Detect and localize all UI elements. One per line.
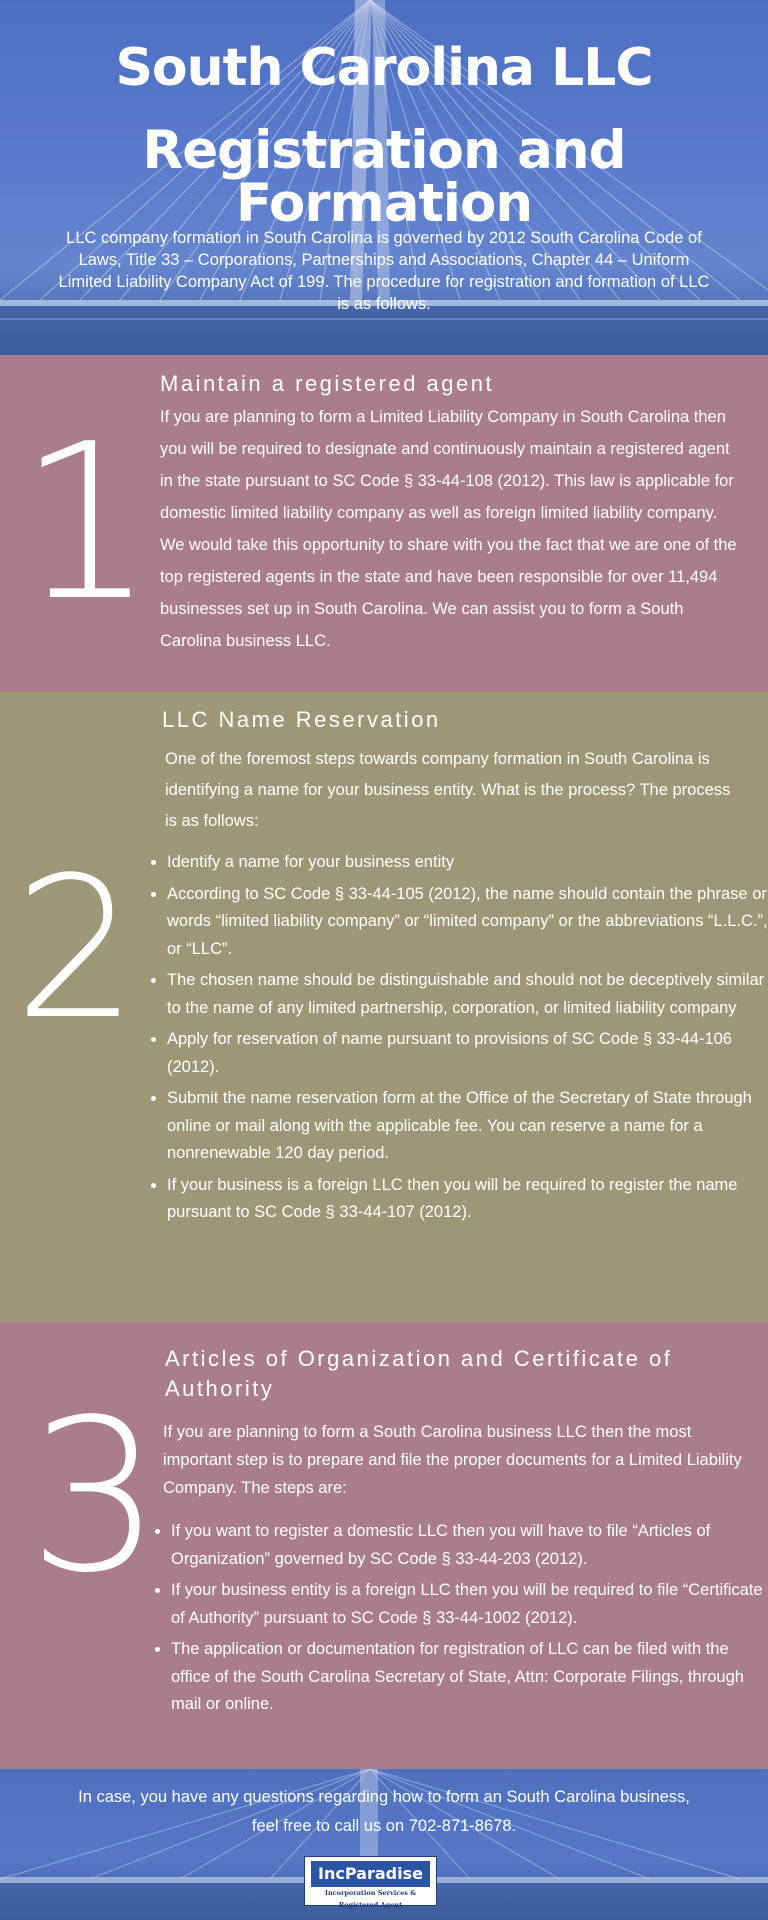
section-articles-of-organization <box>0 1322 768 1769</box>
section-body: If you are planning to form a Limited Liability Company in South Carolina then you will be required to designate and continuously maintain a registered agent in the state pursuant to SC Code § 33-44-108 (2012). This law is applicable for domestic limited liability company as well as foreign limited liability company. We would take this opportunity to share with you the fact that we are one of the top registered agents in the state and have been responsible for over 11,494 businesses set up in South Carolina. We can assist you to form a South Carolina business LLC. <box>160 408 737 650</box>
step-number-1: 1 <box>18 397 155 648</box>
list-item: • According to SC Code § 33-44-105 (2012), the name should contain the phrase or words “limited liability company” or “limited company” or the abbreviations “L.L.C.”, or “LLC”. <box>167 881 768 964</box>
list-item: • If your business entity is a foreign LLC then you will be required to file “Certificate of Authority” pursuant to SC Code § 33-44-1002 (2012). <box>171 1577 766 1632</box>
list-item: • The application or documentation for registration of LLC can be filed with the office of the South Carolina Secretary of State, Attn: Corporate Filings, through mail or online. <box>171 1636 766 1719</box>
intro-paragraph: LLC company formation in South Carolina is governed by 2012 South Carolina Code of Laws, Title 33 – Corporations, Partnerships and Associations, Chapter 44 – Uniform Limited Liability Company Act of 199. The procedure for registration and formation of LLC is as follows. <box>58 229 710 313</box>
section-heading: LLC Name Reservation <box>162 707 441 732</box>
list-item: • The chosen name should be distinguishable and should not be deceptively similar to the name of any limited partnership, corporation, or limited liability company <box>167 967 768 1022</box>
section-body: If you are planning to form a South Carolina business LLC then the most important step is to prepare and file the proper documents for a Limited Liability Company. The steps are: <box>163 1423 742 1497</box>
section-registered-agent <box>0 355 768 691</box>
list-item: • Apply for reservation of name pursuant to provisions of SC Code § 33-44-106 (2012). <box>167 1026 768 1081</box>
list-item: • Identify a name for your business entity <box>167 849 768 877</box>
page-title-line-2: Registration and Formation <box>142 120 626 234</box>
section-name-reservation <box>0 691 768 1322</box>
footer-banner <box>0 1769 768 1920</box>
bullet-list <box>145 849 768 1231</box>
header-banner <box>0 0 768 355</box>
section-heading: Maintain a registered agent <box>160 371 495 396</box>
contact-text: In case, you have any questions regarding how to form an South Carolina business, feel free to call us on 702-871-8678. <box>78 1788 690 1835</box>
section-heading: Articles of Organization and Certificate of Authority <box>165 1346 673 1401</box>
page-title-line-1: South Carolina LLC <box>115 38 653 98</box>
logo-tagline: Incorporation Services & Registered Agent <box>324 1889 417 1909</box>
logo-name: IncParadise <box>311 1861 430 1887</box>
list-item: • If you want to register a domestic LLC then you will have to file “Articles of Organization” governed by SC Code § 33-44-203 (2012). <box>171 1518 766 1573</box>
list-item: • If your business is a foreign LLC then you will be required to register the name pursuant to SC Code § 33-44-107 (2012). <box>167 1172 768 1227</box>
step-number-2: 2 <box>14 835 139 1062</box>
section-body: One of the foremost steps towards company formation in South Carolina is identifying a name for your business entity. What is the process? The process is as follows: <box>165 750 731 830</box>
step-number-3: 3 <box>28 1374 162 1619</box>
bullet-list <box>149 1518 766 1723</box>
list-item: • Submit the name reservation form at the Office of the Secretary of State through online or mail along with the applicable fee. You can reserve a name for a nonrenewable 120 day period. <box>167 1085 768 1168</box>
incparadise-logo[interactable] <box>304 1856 437 1909</box>
